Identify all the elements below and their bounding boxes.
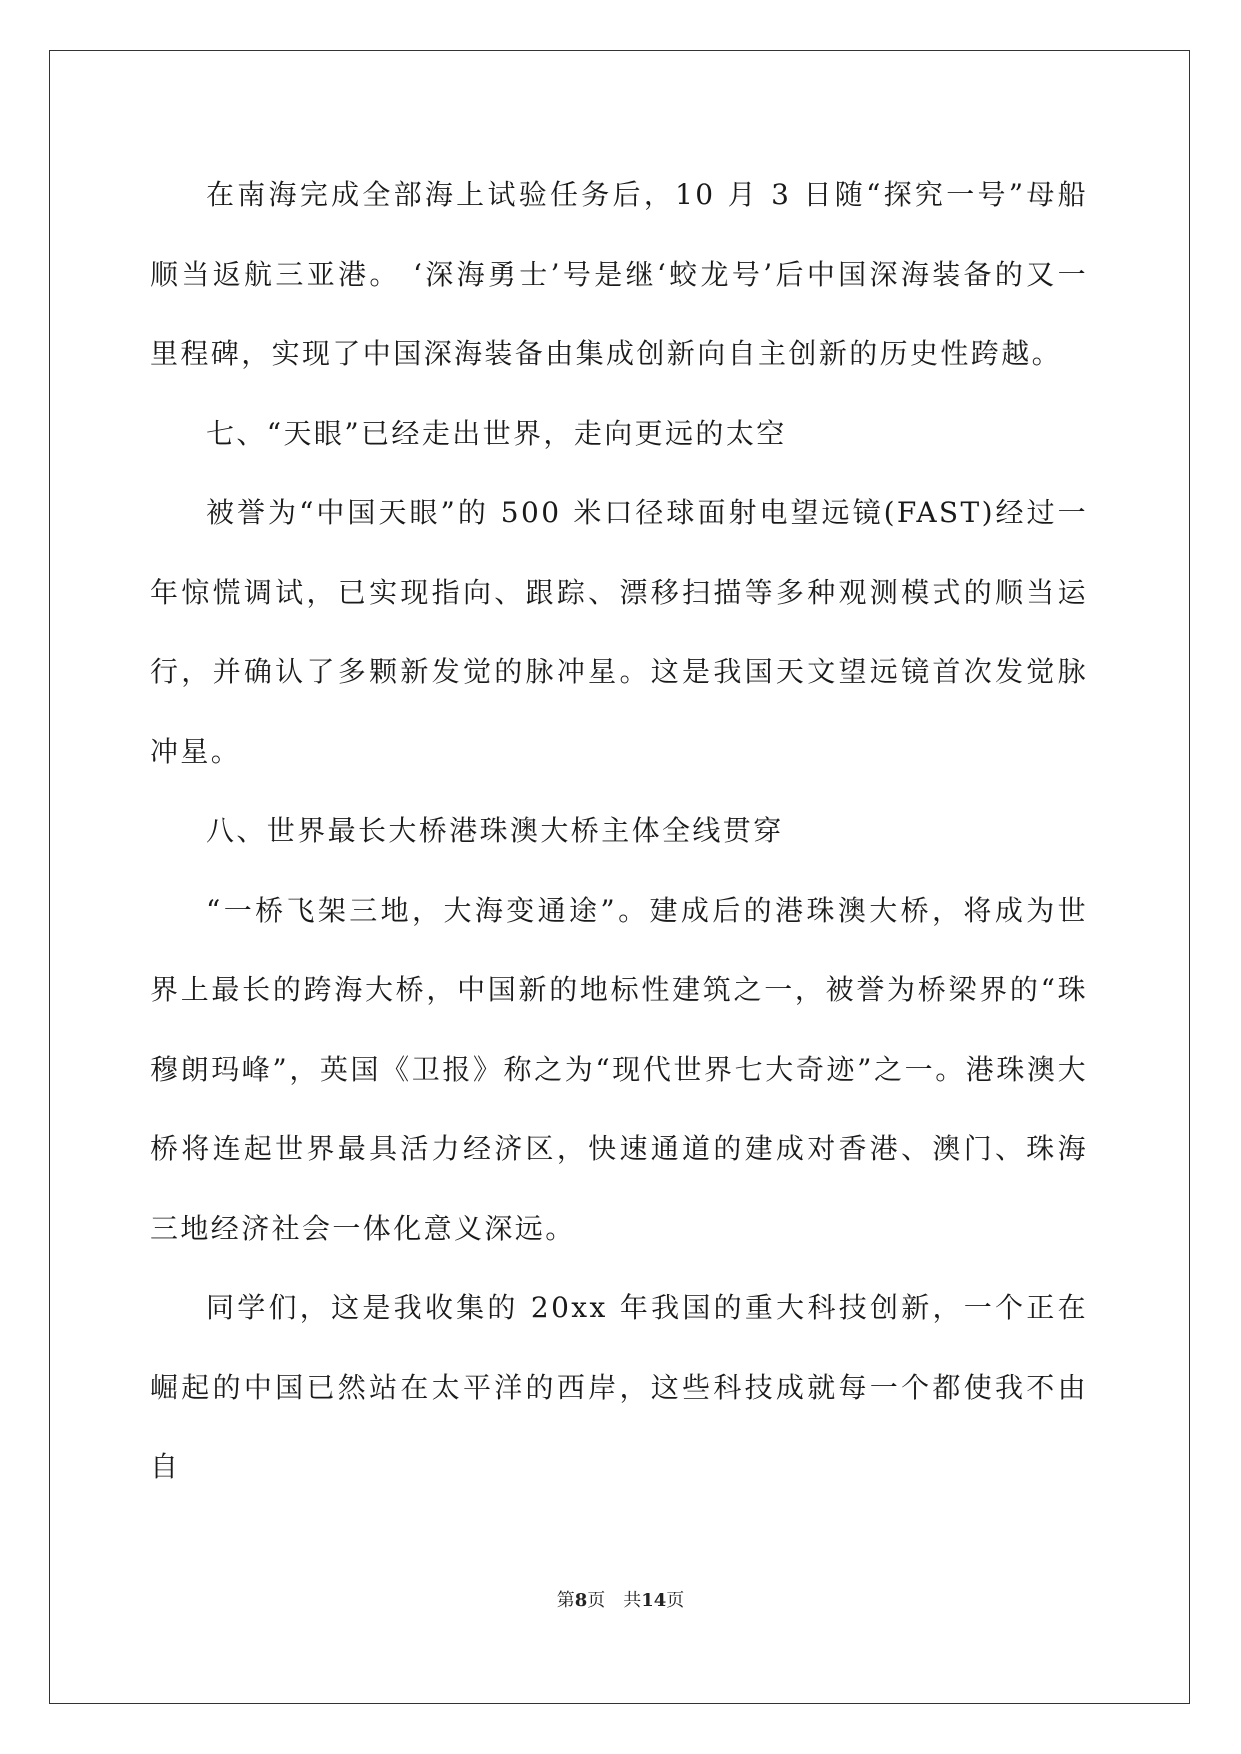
- footer-total-pages: 14: [641, 1590, 667, 1611]
- paragraph-closing: 同学们，这是我收集的 20xx 年我国的重大科技创新，一个正在崛起的中国已然站在太平洋的西岸，这些科技成就每一个都使我不由自: [150, 1291, 1088, 1483]
- paragraph-deep-sea-warrior: 在南海完成全部海上试验任务后，10 月 3 日随“探究一号”母船顺当返航三亚港。 ‘深海勇士’号是继‘蛟龙号’后中国深海装备的又一里程碑，实现了中国深海装备由集成创新向自主创新的历史性跨越。: [150, 178, 1088, 370]
- footer-page-number: 8: [574, 1590, 588, 1611]
- paragraph-hzmb-bridge: “一桥飞架三地，大海变通途”。建成后的港珠澳大桥，将成为世界上最长的跨海大桥，中国新的地标性建筑之一，被誉为桥梁界的“珠穆朗玛峰”，英国《卫报》称之为“现代世界七大奇迹”之一。港珠澳大桥将连起世界最具活力经济区，快速通道的建成对香港、澳门、珠海三地经济社会一体化意义深远。: [150, 893, 1088, 1245]
- heading-section-eight: 八、世界最长大桥港珠澳大桥主体全线贯穿: [206, 814, 784, 847]
- paragraph-fast-telescope: 被誉为“中国天眼”的 500 米口径球面射电望远镜(FAST)经过一年惊慌调试，已实现指向、跟踪、漂移扫描等多种观测模式的顺当运行，并确认了多颗新发觉的脉冲星。这是我国天文望远镜首次发觉脉冲星。: [150, 496, 1088, 768]
- heading-section-seven: 七、“天眼”已经走出世界，走向更远的太空: [206, 416, 787, 450]
- footer-middle: 页 共: [587, 1590, 642, 1611]
- footer-prefix: 第: [556, 1590, 575, 1611]
- page-footer: [0, 1589, 1241, 1613]
- footer-suffix: 页: [666, 1590, 685, 1611]
- document-body: [150, 155, 1088, 1507]
